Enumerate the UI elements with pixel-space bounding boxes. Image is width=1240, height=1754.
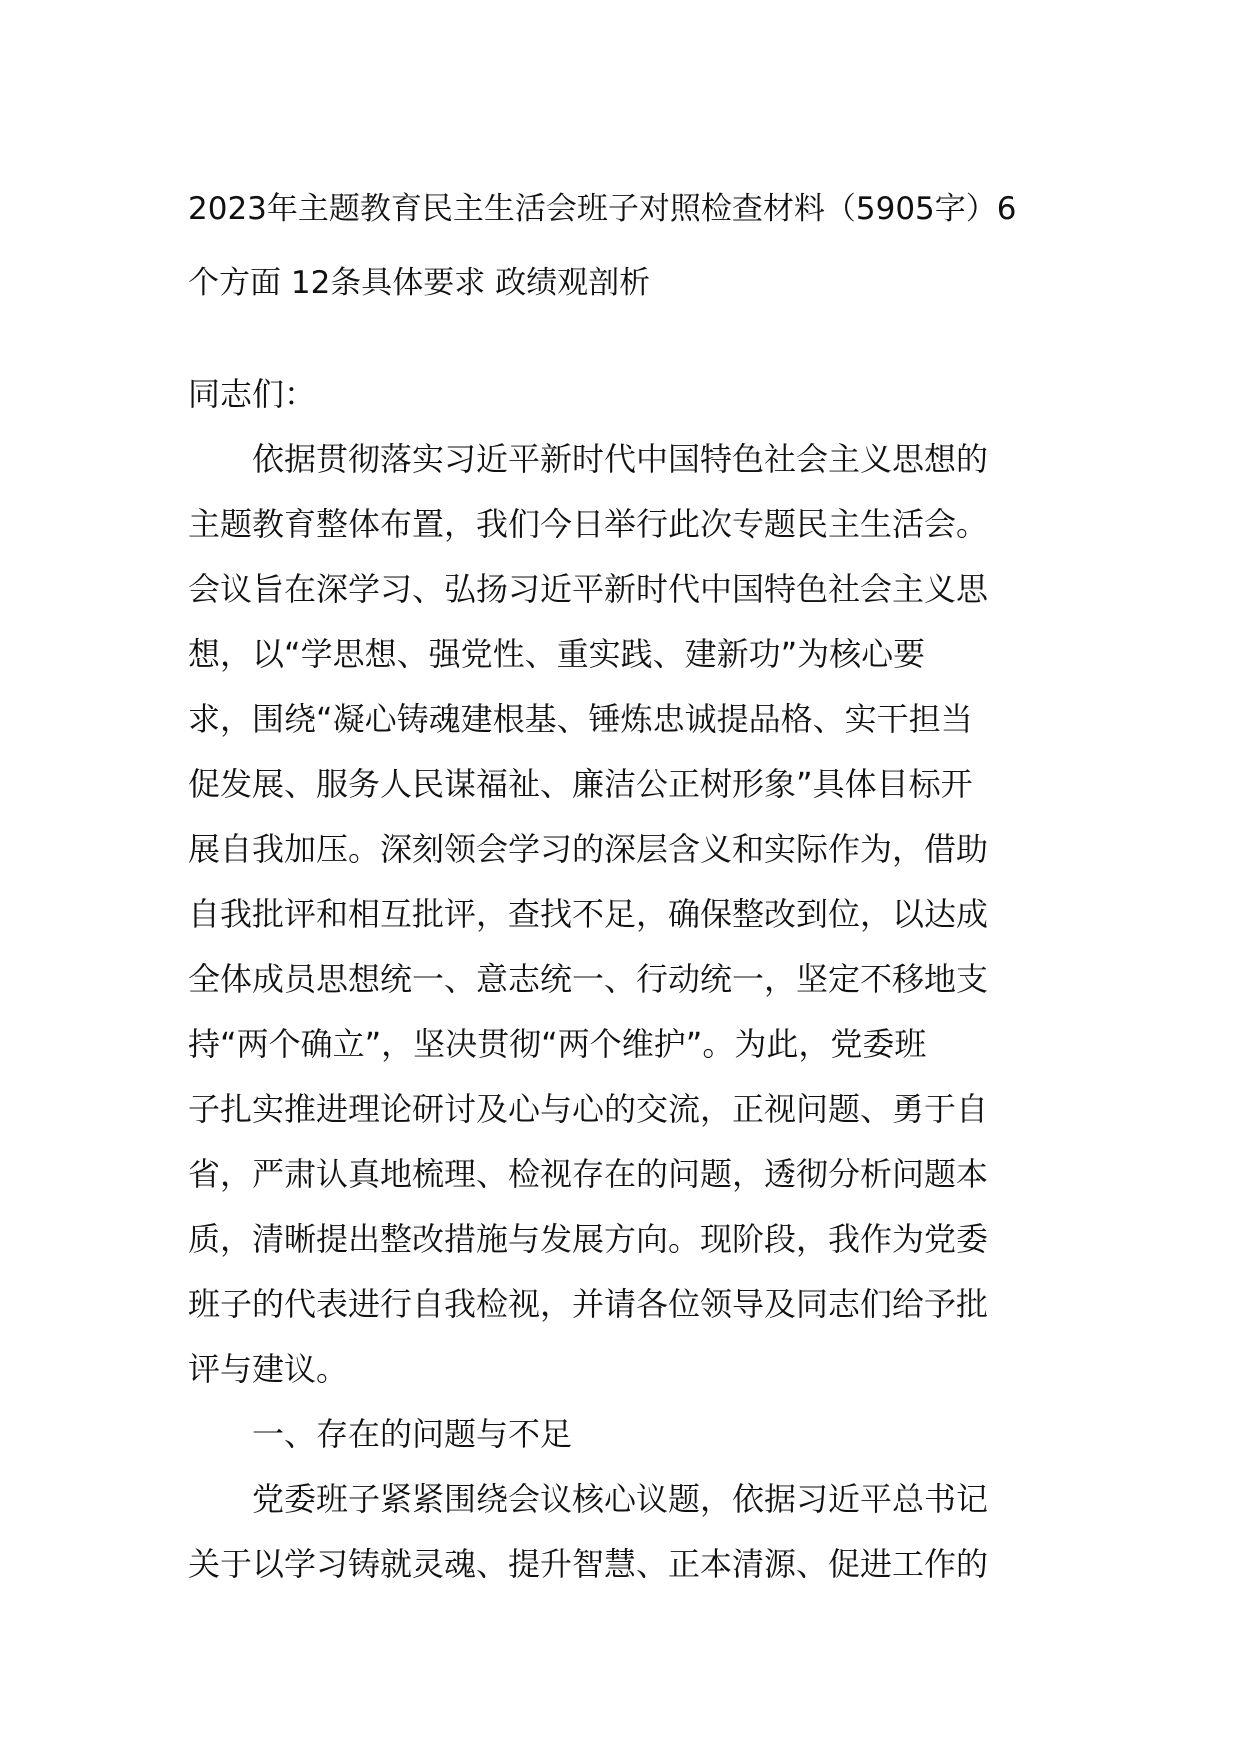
paragraph-line: 促发展、服务人民谋福祉、廉洁公正树形象”具体目标开 bbox=[188, 765, 973, 803]
paragraph-line: 会议旨在深学习、弘扬习近平新时代中国特色社会主义思 bbox=[188, 570, 989, 608]
paragraph-line: 子扎实推进理论研讨及心与心的交流，正视问题、勇于自 bbox=[188, 1090, 989, 1128]
paragraph-line: 评与建议。 bbox=[188, 1350, 349, 1388]
document-title bbox=[188, 172, 1068, 320]
paragraph-line: 关于以学习铸就灵魂、提升智慧、正本清源、促进工作的 bbox=[188, 1545, 989, 1583]
paragraph-line: 自我批评和相互批评，查找不足，确保整改到位，以达成 bbox=[188, 895, 989, 933]
section-heading: 一、存在的问题与不足 bbox=[188, 1415, 573, 1453]
title-line: 个方面 12条具体要求 政绩观剖析 bbox=[188, 265, 651, 301]
paragraph-line: 省，严肃认真地梳理、检视存在的问题，透彻分析问题本 bbox=[188, 1155, 989, 1193]
section-paragraph bbox=[188, 1467, 1068, 1597]
salutation: 同志们： bbox=[188, 375, 317, 413]
paragraph-line: 想，以“学思想、强党性、重实践、建新功”为核心要 bbox=[188, 635, 926, 673]
paragraph-line: 持“两个确立”，坚决贯彻“两个维护”。为此，党委班 bbox=[188, 1025, 927, 1063]
paragraph-line: 展自我加压。深刻领会学习的深层含义和实际作为，借助 bbox=[188, 830, 989, 868]
paragraph-line: 求，围绕“凝心铸魂建根基、锤炼忠诚提品格、实干担当 bbox=[188, 700, 973, 738]
paragraph-line: 主题教育整体布置，我们今日举行此次专题民主生活会。 bbox=[188, 505, 989, 543]
title-line: 2023年主题教育民主生活会班子对照检查材料（5905字）6 bbox=[188, 191, 1017, 227]
introduction-paragraph bbox=[188, 427, 1068, 1402]
paragraph-line: 质，清晰提出整改措施与发展方向。现阶段，我作为党委 bbox=[188, 1220, 989, 1258]
paragraph-line: 班子的代表进行自我检视，并请各位领导及同志们给予批 bbox=[188, 1285, 989, 1323]
paragraph-line: 全体成员思想统一、意志统一、行动统一，坚定不移地支 bbox=[188, 960, 989, 998]
paragraph-line: 党委班子紧紧围绕会议核心议题，依据习近平总书记 bbox=[188, 1480, 989, 1518]
paragraph-line: 依据贯彻落实习近平新时代中国特色社会主义思想的 bbox=[188, 440, 989, 478]
